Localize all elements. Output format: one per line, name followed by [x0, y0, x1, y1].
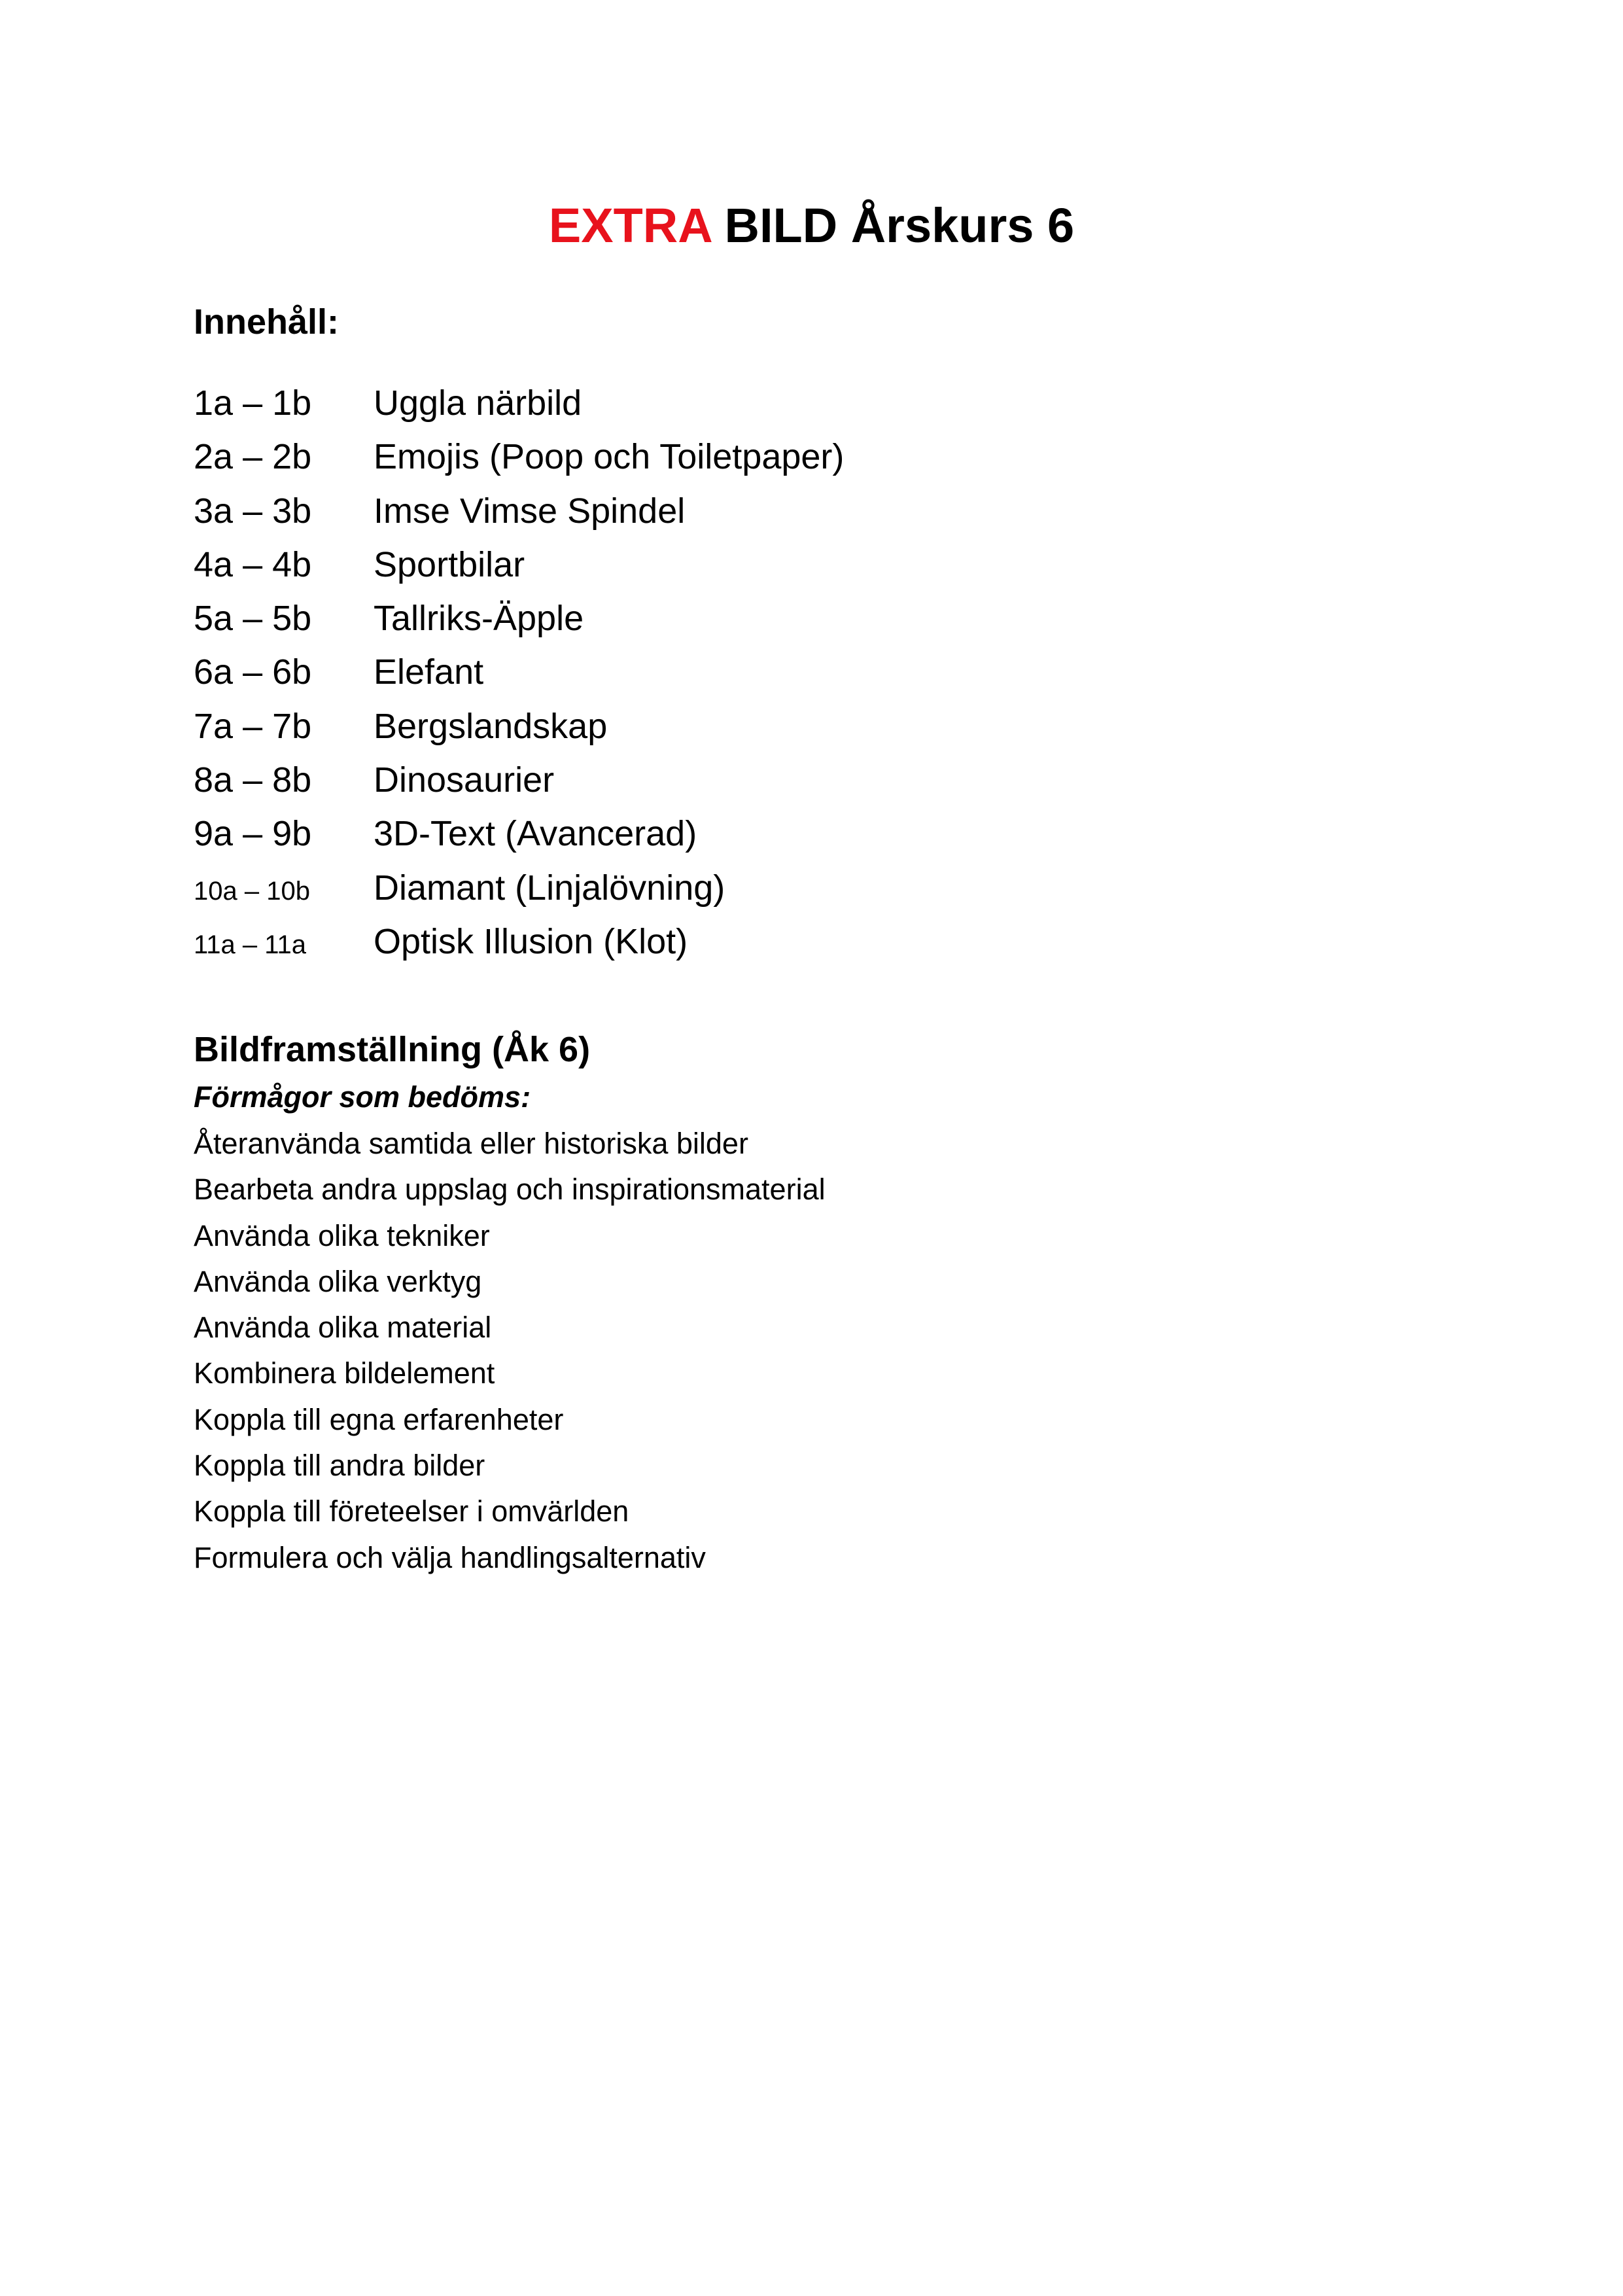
assessment-item: Använda olika verktyg	[194, 1264, 482, 1298]
contents-item	[194, 430, 844, 484]
contents-item	[194, 753, 844, 807]
page-title	[0, 190, 1623, 262]
contents-item-code: 5a – 5b	[194, 599, 312, 639]
contents-item	[194, 538, 844, 592]
contents-item	[194, 376, 844, 430]
contents-item	[194, 861, 844, 915]
contents-item-label: Elefant	[374, 652, 484, 692]
contents-item-label: Dinosaurier	[374, 760, 555, 800]
contents-item-code: 6a – 6b	[194, 652, 312, 692]
contents-item-code: 2a – 2b	[194, 437, 312, 477]
contents-item-label: Tallriks-Äpple	[374, 599, 584, 639]
contents-item-label: 3D-Text (Avancerad)	[374, 814, 697, 854]
contents-item	[194, 699, 844, 753]
contents-item-code: 11a – 11a	[194, 930, 307, 959]
contents-item-code: 1a – 1b	[194, 383, 312, 423]
contents-list	[194, 376, 844, 968]
assessment-item: Koppla till företeelser i omvärlden	[194, 1494, 629, 1528]
contents-item	[194, 915, 844, 968]
contents-item-code: 4a – 4b	[194, 544, 312, 584]
contents-item	[194, 645, 844, 699]
assessment-item: Koppla till andra bilder	[194, 1449, 485, 1483]
contents-item	[194, 592, 844, 645]
contents-heading: Innehåll:	[194, 302, 340, 342]
contents-item-code: 8a – 8b	[194, 760, 312, 800]
contents-item-code: 7a – 7b	[194, 706, 312, 746]
assessment-item: Återanvända samtida eller historiska bilder	[194, 1127, 748, 1160]
contents-item-code: 10a – 10b	[194, 876, 310, 906]
assessment-item: Formulera och välja handlingsalternativ	[194, 1540, 706, 1574]
assessment-item: Koppla till egna erfarenheter	[194, 1402, 564, 1436]
assessment-heading: Bildframställning (Åk 6)	[194, 1030, 591, 1069]
assessment-list	[194, 1121, 826, 1581]
contents-item-label: Sportbilar	[374, 544, 525, 584]
contents-item	[194, 807, 844, 860]
title-accent-word: EXTRA	[548, 198, 711, 253]
contents-item-label: Optisk Illusion (Klot)	[374, 921, 688, 961]
contents-item-label: Emojis (Poop och Toiletpaper)	[374, 437, 845, 477]
contents-item-label: Uggla närbild	[374, 383, 582, 423]
contents-item-label: Diamant (Linjalövning)	[374, 868, 725, 908]
contents-item-label: Imse Vimse Spindel	[374, 491, 686, 531]
assessment-item: Använda olika tekniker	[194, 1218, 490, 1252]
assessment-subheading: Förmågor som bedöms:	[194, 1080, 531, 1114]
contents-item	[194, 484, 844, 538]
assessment-item: Kombinera bildelement	[194, 1356, 495, 1390]
contents-item-label: Bergslandskap	[374, 706, 608, 746]
contents-item-code: 9a – 9b	[194, 814, 312, 854]
contents-item-code: 3a – 3b	[194, 491, 312, 531]
title-rest: BILD Årskurs 6	[724, 198, 1075, 253]
assessment-item: Bearbeta andra uppslag och inspirationsmaterial	[194, 1173, 826, 1207]
assessment-item: Använda olika material	[194, 1311, 492, 1345]
